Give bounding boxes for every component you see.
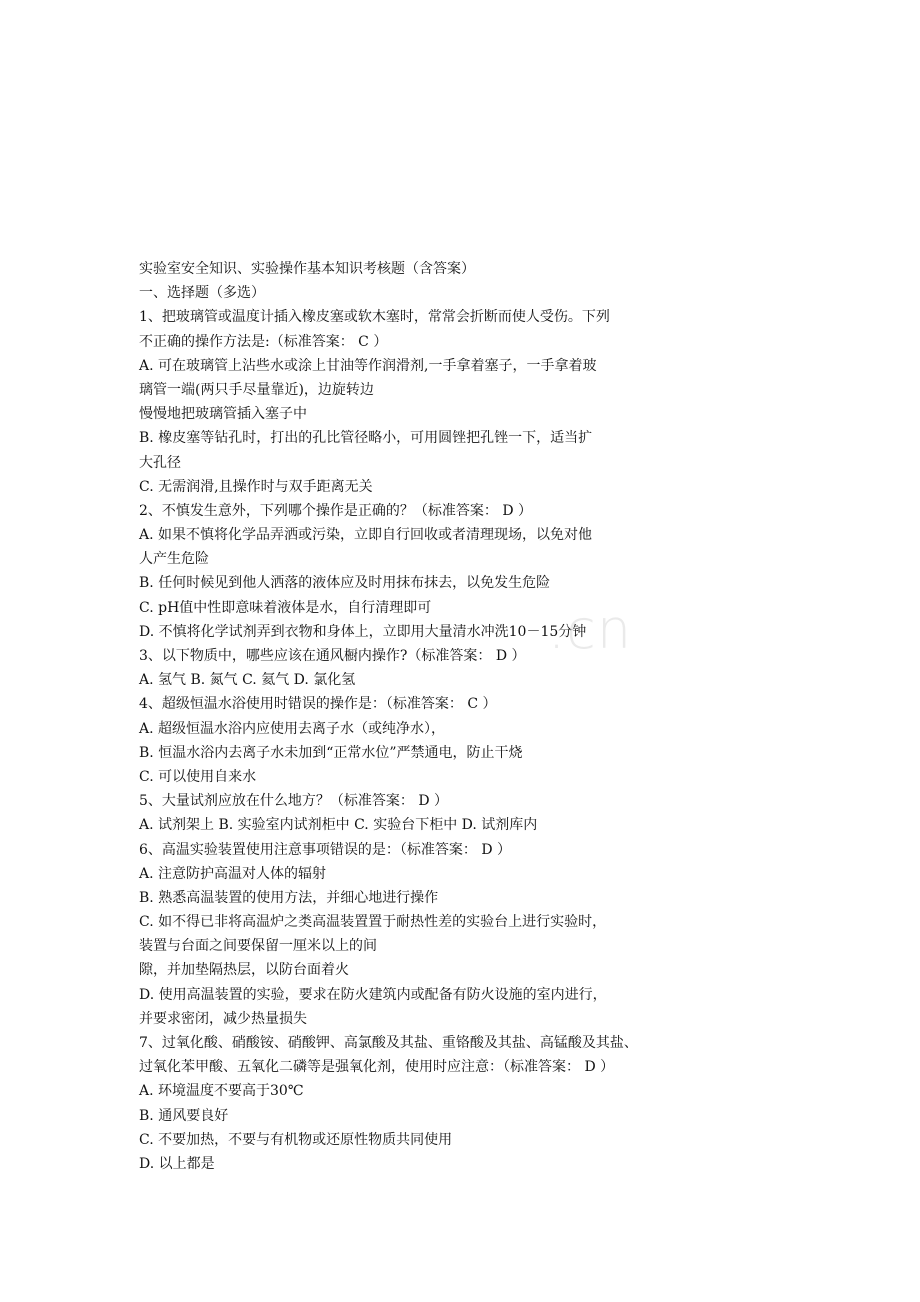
text-line: A. 注意防护高温对人体的辐射 [139, 865, 327, 882]
text-line: B. 熟悉高温装置的使用方法，并细心地进行操作 [139, 889, 439, 906]
text-line: A. 可在玻璃管上沾些水或涂上甘油等作润滑剂,一手拿着塞子，一手拿着玻 [139, 357, 597, 374]
text-line: B. 通风要良好 [139, 1107, 229, 1124]
watermark-text: .cn [548, 598, 633, 661]
text-line: B. 任何时候见到他人洒落的液体应及时用抹布抹去，以免发生危险 [139, 575, 551, 592]
text-line: B. 恒温水浴内去离子水未加到“正常水位”严禁通电，防止干烧 [139, 744, 523, 761]
section-heading: 一、选择题（多选） [139, 285, 265, 302]
text-line: 2、不慎发生意外，下列哪个操作是正确的？（标准答案： D ） [139, 502, 533, 519]
text-line: 隙，并加垫隔热层，以防台面着火 [139, 962, 349, 979]
text-line: C. 不要加热，不要与有机物或还原性物质共同使用 [139, 1131, 453, 1148]
text-line: 5、大量试剂应放在什么地方？（标准答案： D ） [139, 793, 449, 810]
text-line: C. pH值中性即意味着液体是水，自行清理即可 [139, 599, 432, 616]
text-line: 不正确的操作方法是:（标准答案： C ） [139, 333, 388, 350]
text-line: 3、以下物质中，哪些应该在通风橱内操作?（标准答案： D ） [139, 648, 526, 664]
text-line: 人产生危险 [139, 551, 209, 568]
document-body [139, 257, 699, 1176]
text-line: 4、超级恒温水浴使用时错误的操作是：（标准答案： C ） [139, 696, 497, 713]
text-line: C. 无需润滑,且操作时与双手距离无关 [139, 478, 373, 495]
text-line: 装置与台面之间要保留一厘米以上的间 [139, 938, 377, 955]
text-line: A. 氢气 B. 氮气 C. 氦气 D. 氯化氢 [139, 672, 356, 689]
text-line: 并要求密闭，减少热量损失 [139, 1010, 307, 1027]
text-line: A. 超级恒温水浴内应使用去离子水（或纯净水）， [139, 720, 446, 737]
text-line: C. 可以使用自来水 [139, 768, 257, 785]
text-line: B. 橡皮塞等钻孔时，打出的孔比管径略小，可用圆锉把孔锉一下，适当扩 [139, 430, 593, 447]
text-line: 过氧化苯甲酸、五氧化二磷等是强氧化剂，使用时应注意：（标准答案： D ） [139, 1059, 615, 1076]
document-title: 实验室安全知识、实验操作基本知识考核题（含答案） [139, 261, 475, 277]
text-line: 慢慢地把玻璃管插入塞子中 [139, 406, 307, 423]
text-line: D. 使用高温装置的实验，要求在防火建筑内或配备有防火设施的室内进行， [139, 986, 607, 1003]
text-line: D. 以上都是 [139, 1155, 215, 1172]
text-line: A. 试剂架上 B. 实验室内试剂柜中 C. 实验台下柜中 D. 试剂库内 [139, 817, 538, 834]
text-line: C. 如不得已非将高温炉之类高温装置置于耐热性差的实验台上进行实验时， [139, 914, 607, 931]
text-line: A. 如果不慎将化学品弄洒或污染，立即自行回收或者清理现场，以免对他 [139, 527, 593, 544]
text-line: 大孔径 [139, 454, 181, 471]
text-line: D. 不慎将化学试剂弄到衣物和身体上，立即用大量清水冲洗10－15分钟 [139, 623, 587, 640]
text-line: A. 环境温度不要高于30℃ [139, 1083, 304, 1100]
text-line: 璃管一端(两只手尽量靠近)，边旋转边 [139, 381, 374, 398]
text-line: 6、高温实验装置使用注意事项错误的是：（标准答案： D ） [139, 841, 512, 858]
text-line: 7、过氧化酸、硝酸铵、硝酸钾、高氯酸及其盐、重铬酸及其盐、高锰酸及其盐、 [139, 1035, 638, 1051]
text-line: 1、把玻璃管或温度计插入橡皮塞或软木塞时，常常会折断而使人受伤。下列 [139, 309, 610, 326]
